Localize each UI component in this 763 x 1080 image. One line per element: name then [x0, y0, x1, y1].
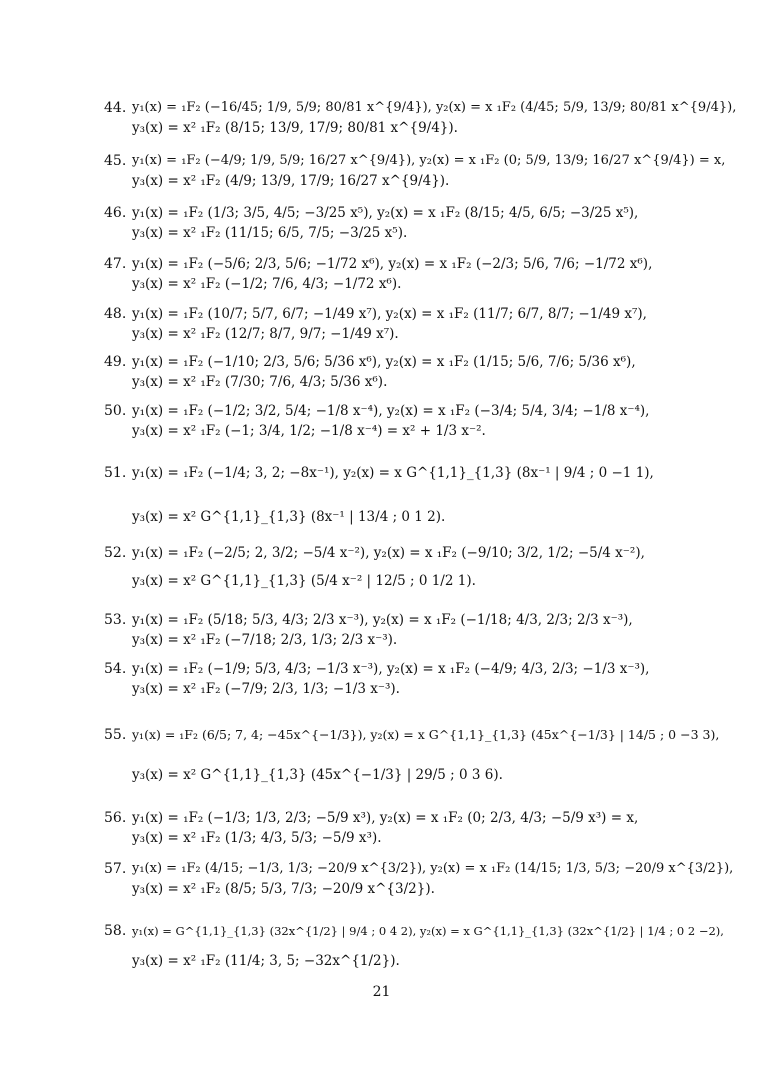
formula-line: y₁(x) = ₁F₂ (−1/2; 3/2, 5/4; −1/8 x⁻⁴), y₂(x) = x ₁F₂ (−3/4; 5/4, 3/4; −1/8 x⁻⁴),: [132, 403, 650, 419]
entry-number: 48.: [104, 306, 127, 322]
entry-number: 55.: [104, 727, 127, 743]
formula-line: y₁(x) = G^{1,1}_{1,3} (32x^{1/2} | 9/4 ; 0 4 2), y₂(x) = x G^{1,1}_{1,3} (32x^{1/2} | 1/4 ; 0 2 −2),: [132, 924, 724, 938]
formula-line: y₁(x) = ₁F₂ (−5/6; 2/3, 5/6; −1/72 x⁶), y₂(x) = x ₁F₂ (−2/3; 5/6, 7/6; −1/72 x⁶),: [132, 256, 653, 272]
formula-line: y₃(x) = x² ₁F₂ (4/9; 13/9, 17/9; 16/27 x^{9/4}).: [132, 173, 450, 189]
formula-line: y₃(x) = x² ₁F₂ (−7/9; 2/3, 1/3; −1/3 x⁻³).: [132, 681, 400, 697]
formula-line: y₃(x) = x² G^{1,1}_{1,3} (45x^{−1/3} | 29/5 ; 0 3 6).: [132, 767, 503, 783]
formula-line: y₃(x) = x² G^{1,1}_{1,3} (5/4 x⁻² | 12/5 ; 0 1/2 1).: [132, 573, 476, 589]
formula-line: y₁(x) = ₁F₂ (−4/9; 1/9, 5/9; 16/27 x^{9/4}), y₂(x) = x ₁F₂ (0; 5/9, 13/9; 16/27 x^{9/4}) = x,: [132, 153, 726, 168]
formula-line: y₁(x) = ₁F₂ (−1/4; 3, 2; −8x⁻¹), y₂(x) = x G^{1,1}_{1,3} (8x⁻¹ | 9/4 ; 0 −1 1),: [132, 465, 654, 481]
entry-number: 46.: [104, 205, 127, 221]
formula-line: y₃(x) = x² ₁F₂ (12/7; 8/7, 9/7; −1/49 x⁷).: [132, 326, 399, 342]
formula-line: y₃(x) = x² ₁F₂ (11/4; 3, 5; −32x^{1/2}).: [132, 953, 400, 969]
formula-line: y₁(x) = ₁F₂ (−1/10; 2/3, 5/6; 5/36 x⁶), y₂(x) = x ₁F₂ (1/15; 5/6, 7/6; 5/36 x⁶),: [132, 354, 636, 370]
entry-number: 49.: [104, 354, 127, 370]
entry-number: 44.: [104, 100, 127, 116]
entry-number: 51.: [104, 465, 127, 481]
entry-number: 47.: [104, 256, 127, 272]
formula-line: y₁(x) = ₁F₂ (10/7; 5/7, 6/7; −1/49 x⁷), y₂(x) = x ₁F₂ (11/7; 6/7, 8/7; −1/49 x⁷),: [132, 306, 647, 322]
page-number: 21: [372, 984, 391, 1000]
formula-line: y₃(x) = x² ₁F₂ (−1; 3/4, 1/2; −1/8 x⁻⁴) = x² + 1/3 x⁻².: [132, 423, 486, 439]
formula-line: y₃(x) = x² ₁F₂ (8/15; 13/9, 17/9; 80/81 x^{9/4}).: [132, 120, 458, 136]
formula-line: y₃(x) = x² ₁F₂ (11/15; 6/5, 7/5; −3/25 x⁵).: [132, 225, 408, 241]
entry-number: 57.: [104, 861, 127, 877]
formula-line: y₁(x) = ₁F₂ (5/18; 5/3, 4/3; 2/3 x⁻³), y₂(x) = x ₁F₂ (−1/18; 4/3, 2/3; 2/3 x⁻³),: [132, 612, 633, 628]
entry-number: 52.: [104, 545, 127, 561]
formula-line: y₁(x) = ₁F₂ (−1/9; 5/3, 4/3; −1/3 x⁻³), y₂(x) = x ₁F₂ (−4/9; 4/3, 2/3; −1/3 x⁻³),: [132, 661, 650, 677]
entry-number: 50.: [104, 403, 127, 419]
entry-number: 54.: [104, 661, 127, 677]
formula-line: y₁(x) = ₁F₂ (−2/5; 2, 3/2; −5/4 x⁻²), y₂(x) = x ₁F₂ (−9/10; 3/2, 1/2; −5/4 x⁻²),: [132, 545, 645, 561]
entry-number: 56.: [104, 810, 127, 826]
formula-line: y₃(x) = x² ₁F₂ (−7/18; 2/3, 1/3; 2/3 x⁻³).: [132, 632, 398, 648]
formula-line: y₁(x) = ₁F₂ (−1/3; 1/3, 2/3; −5/9 x³), y₂(x) = x ₁F₂ (0; 2/3, 4/3; −5/9 x³) = x,: [132, 810, 639, 826]
entry-number: 45.: [104, 153, 127, 169]
formula-line: y₃(x) = x² ₁F₂ (−1/2; 7/6, 4/3; −1/72 x⁶).: [132, 276, 402, 292]
entry-number: 53.: [104, 612, 127, 628]
formula-line: y₁(x) = ₁F₂ (4/15; −1/3, 1/3; −20/9 x^{3/2}), y₂(x) = x ₁F₂ (14/15; 1/3, 5/3; −20/9 x^{3/2}),: [132, 861, 734, 876]
formula-line: y₁(x) = ₁F₂ (6/5; 7, 4; −45x^{−1/3}), y₂(x) = x G^{1,1}_{1,3} (45x^{−1/3} | 14/5 ; 0 −3 3),: [132, 727, 720, 742]
formula-line: y₃(x) = x² ₁F₂ (8/5; 5/3, 7/3; −20/9 x^{3/2}).: [132, 881, 435, 897]
formula-line: y₁(x) = ₁F₂ (−16/45; 1/9, 5/9; 80/81 x^{9/4}), y₂(x) = x ₁F₂ (4/45; 5/9, 13/9; 80/81 x^{9/4}),: [132, 100, 737, 115]
formula-line: y₃(x) = x² ₁F₂ (7/30; 7/6, 4/3; 5/36 x⁶).: [132, 374, 388, 390]
formula-line: y₃(x) = x² G^{1,1}_{1,3} (8x⁻¹ | 13/4 ; 0 1 2).: [132, 509, 446, 525]
formula-line: y₁(x) = ₁F₂ (1/3; 3/5, 4/5; −3/25 x⁵), y₂(x) = x ₁F₂ (8/15; 4/5, 6/5; −3/25 x⁵),: [132, 205, 639, 221]
formula-line: y₃(x) = x² ₁F₂ (1/3; 4/3, 5/3; −5/9 x³).: [132, 830, 382, 846]
entry-number: 58.: [104, 923, 127, 939]
